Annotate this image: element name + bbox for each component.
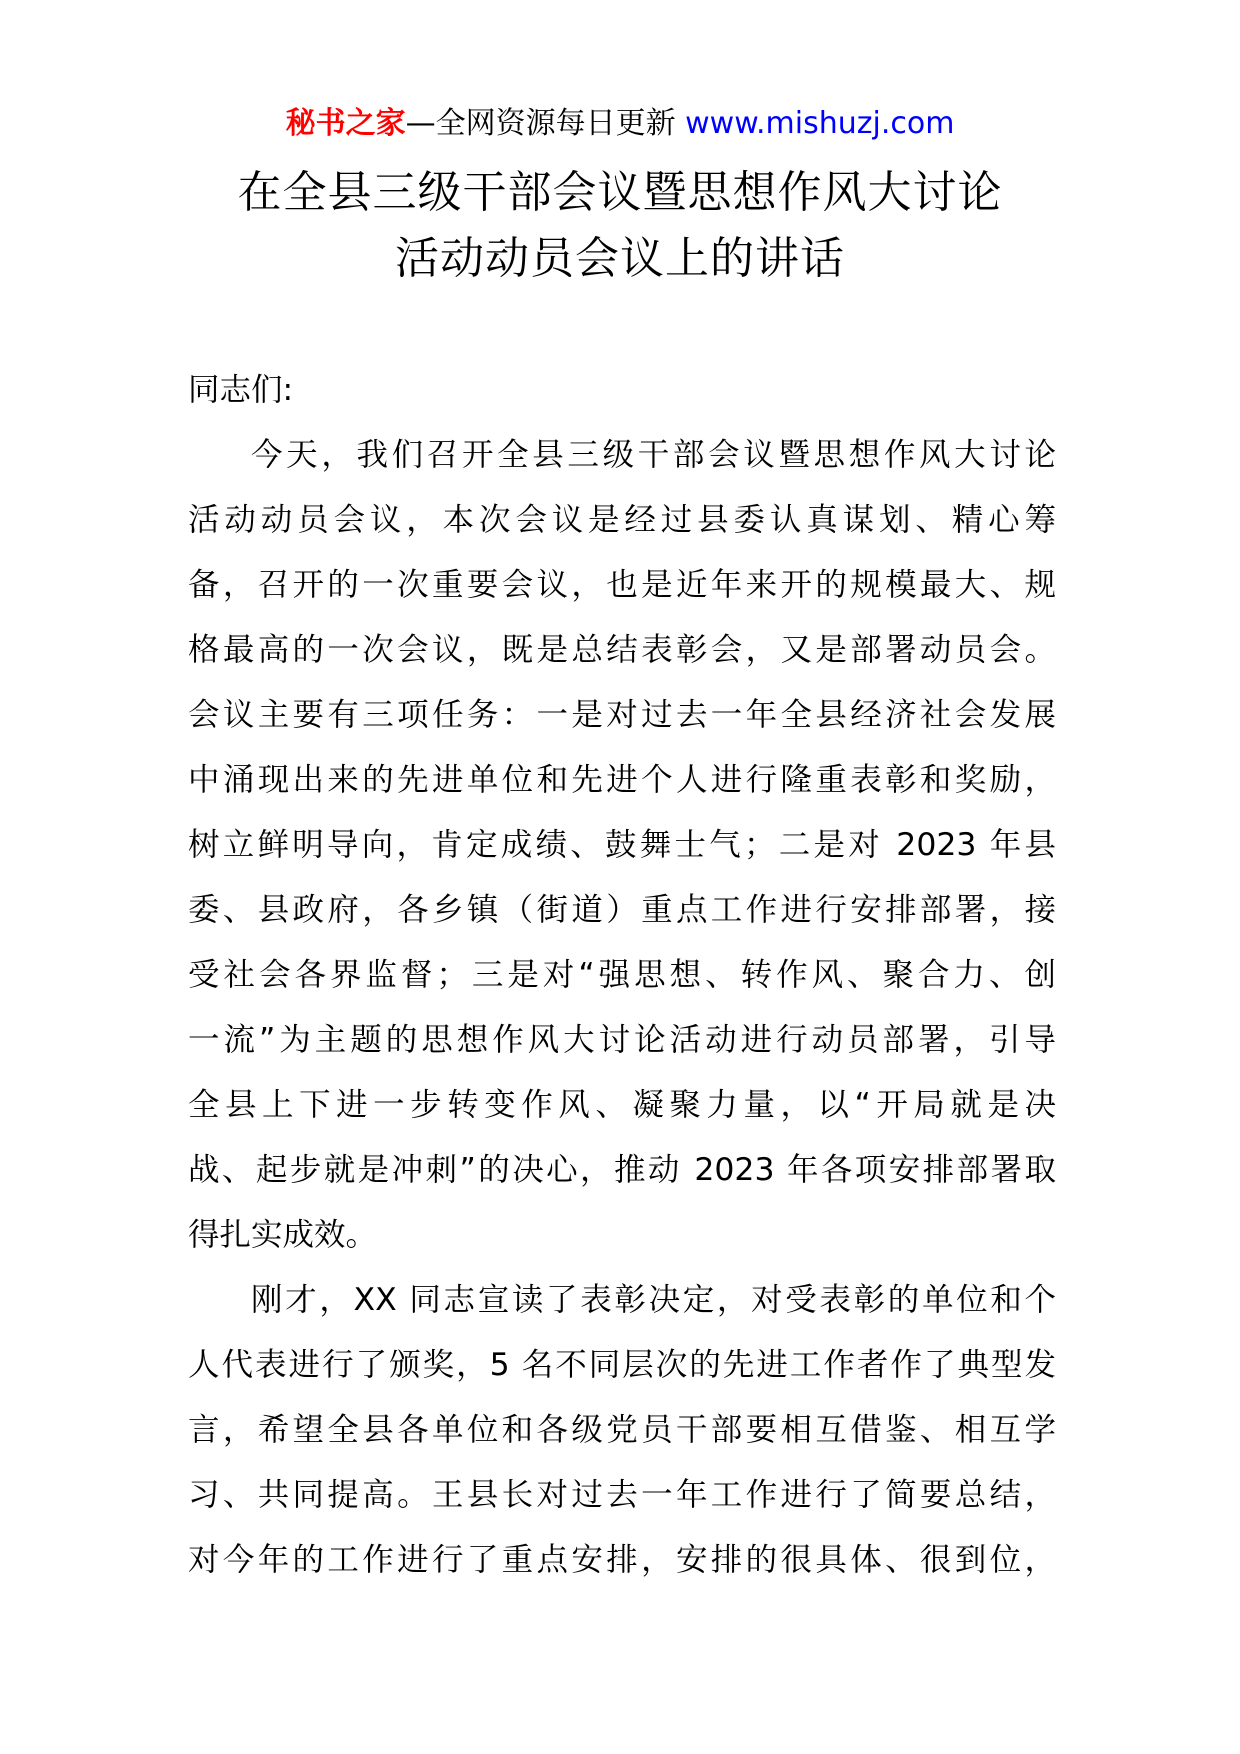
document-title bbox=[0, 160, 1240, 292]
paragraph-2-line: 人代表进行了颁奖，5 名不同层次的先进工作者作了典型发 bbox=[188, 1347, 1056, 1383]
document-body bbox=[188, 358, 1056, 1593]
paragraph-1-line: 中涌现出来的先进单位和先进个人进行隆重表彰和奖励， bbox=[188, 762, 1056, 798]
title-line-1: 在全县三级干部会议暨思想作风大讨论 bbox=[237, 167, 1003, 218]
paragraph-2-line: 刚才，XX 同志宣读了表彰决定，对受表彰的单位和个 bbox=[251, 1282, 1056, 1318]
paragraph-2-line: 习、共同提高。王县长对过去一年工作进行了简要总结， bbox=[188, 1477, 1056, 1513]
paragraph-1-line: 会议主要有三项任务：一是对过去一年全县经济社会发展 bbox=[188, 697, 1056, 733]
site-slogan: —全网资源每日更新 bbox=[405, 106, 676, 141]
paragraph-1-line: 树立鲜明导向，肯定成绩、鼓舞士气；二是对 2023 年县 bbox=[188, 827, 1056, 863]
site-header bbox=[0, 104, 1240, 144]
paragraph-2-line: 言，希望全县各单位和各级党员干部要相互借鉴、相互学 bbox=[188, 1412, 1056, 1448]
paragraph-1-line: 活动动员会议，本次会议是经过县委认真谋划、精心筹 bbox=[188, 502, 1056, 538]
salutation: 同志们: bbox=[188, 372, 294, 408]
paragraph-2-line: 对今年的工作进行了重点安排，安排的很具体、很到位， bbox=[188, 1542, 1056, 1578]
paragraph-1-line: 备，召开的一次重要会议，也是近年来开的规模最大、规 bbox=[188, 567, 1056, 603]
paragraph-1-line: 格最高的一次会议，既是总结表彰会，又是部署动员会。 bbox=[188, 632, 1056, 668]
paragraph-1-line: 全县上下进一步转变作风、凝聚力量，以“开局就是决 bbox=[188, 1087, 1056, 1123]
site-brand: 秘书之家 bbox=[285, 106, 406, 141]
paragraph-1-line: 战、起步就是冲刺”的决心，推动 2023 年各项安排部署取 bbox=[188, 1152, 1056, 1188]
paragraph-1-line: 委、县政府，各乡镇（街道）重点工作进行安排部署，接 bbox=[188, 892, 1056, 928]
paragraph-1-line: 今天，我们召开全县三级干部会议暨思想作风大讨论 bbox=[251, 437, 1056, 473]
site-url-link[interactable]: www.mishuzj.com bbox=[685, 106, 955, 141]
paragraph-1-line: 受社会各界监督；三是对“强思想、转作风、聚合力、创 bbox=[188, 957, 1056, 993]
paragraph-1-line: 一流”为主题的思想作风大讨论活动进行动员部署，引导 bbox=[188, 1022, 1056, 1058]
title-line-2: 活动动员会议上的讲话 bbox=[395, 233, 845, 284]
paragraph-1-line: 得扎实成效。 bbox=[188, 1217, 378, 1253]
